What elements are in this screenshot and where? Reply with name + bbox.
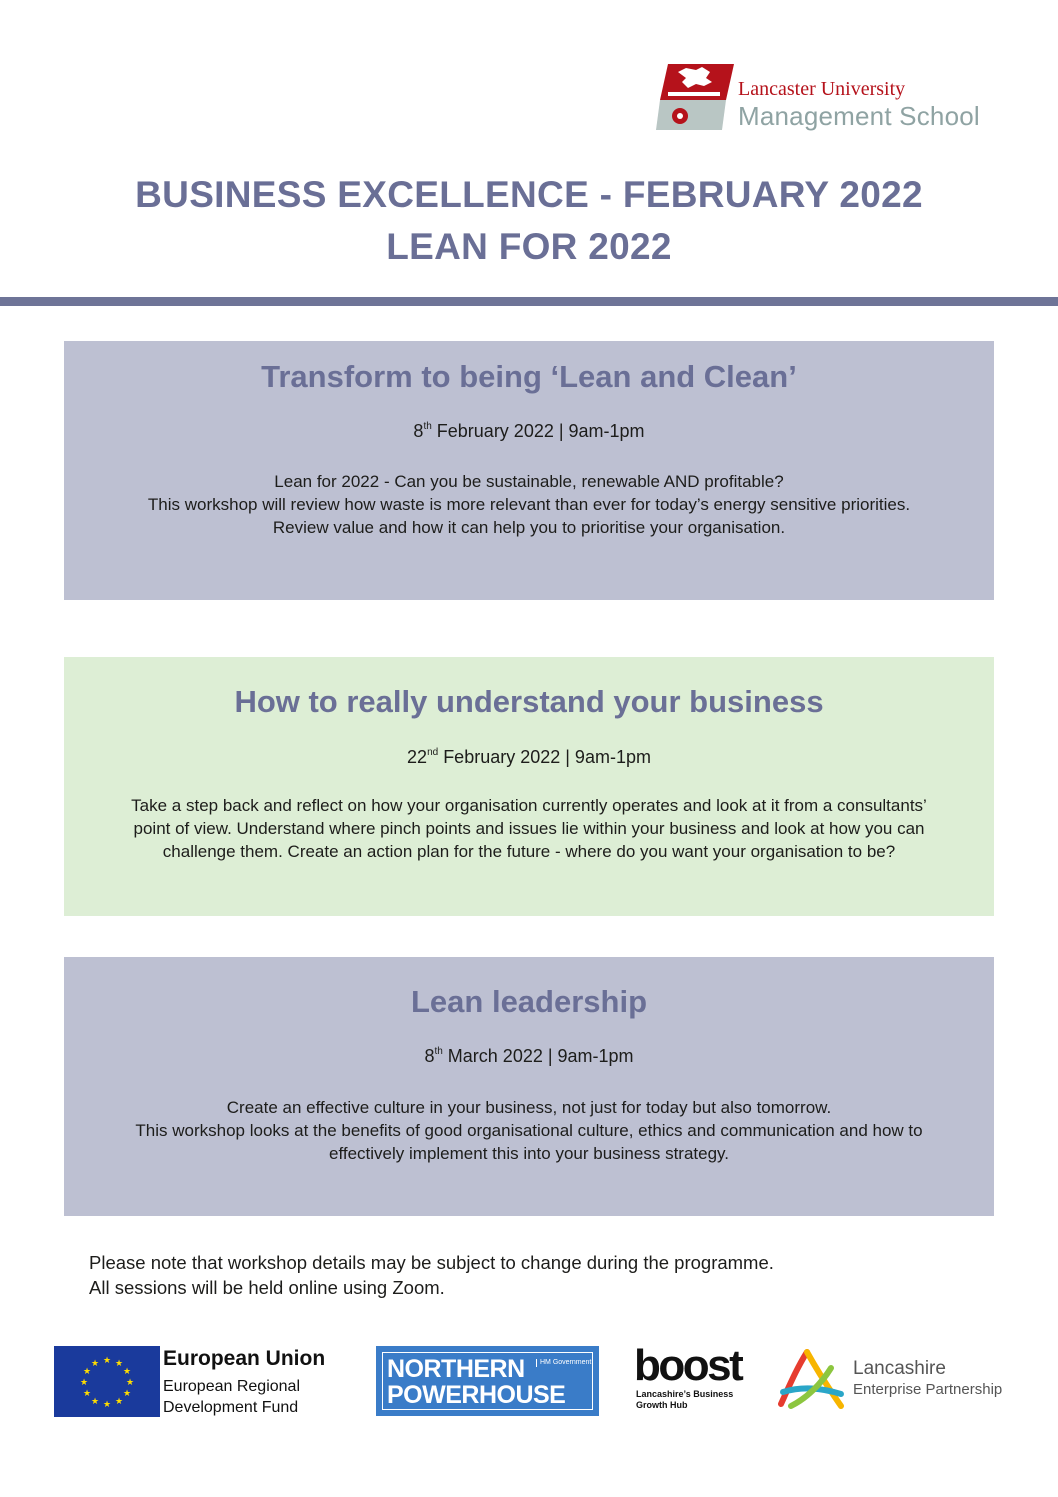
np-line-1: NORTHERN xyxy=(387,1355,525,1383)
svg-text:★: ★ xyxy=(79,1378,89,1388)
description-line: challenge them. Create an action plan for the future - where do you want your organisation to be? xyxy=(162,842,896,861)
workshop-description xyxy=(64,1096,994,1165)
workshop-title: How to really understand your business xyxy=(234,684,824,719)
workshop-card-lean-and-clean xyxy=(64,341,994,600)
description-line: Review value and how it can help you to prioritise your organisation. xyxy=(272,518,786,537)
svg-text:★: ★ xyxy=(114,1359,124,1369)
header-divider xyxy=(0,297,1058,306)
eu-flag-icon xyxy=(54,1346,160,1417)
description-line: Lean for 2022 - Can you be sustainable, renewable AND profitable? xyxy=(274,472,784,491)
svg-text:★: ★ xyxy=(102,1356,112,1366)
workshop-date: 8th February 2022 | 9am-1pm xyxy=(413,421,645,441)
lep-name-line-1: Lancashire xyxy=(853,1358,946,1379)
lancaster-crest-icon xyxy=(656,64,734,132)
svg-text:★: ★ xyxy=(114,1397,124,1407)
svg-text:★: ★ xyxy=(102,1400,112,1410)
lep-logo-icon xyxy=(777,1348,845,1412)
description-line: point of view. Understand where pinch points and issues lie within your business and look at how you can xyxy=(133,819,925,838)
svg-text:★: ★ xyxy=(90,1359,100,1369)
svg-text:★: ★ xyxy=(82,1389,92,1399)
page-title-line-1: BUSINESS EXCELLENCE - FEBRUARY 2022 xyxy=(135,174,923,215)
description-line: Create an effective culture in your business, not just for today but also tomorrow. xyxy=(226,1098,832,1117)
workshop-date: 8th March 2022 | 9am-1pm xyxy=(424,1046,634,1066)
np-line-2: POWERHOUSE xyxy=(387,1381,566,1409)
workshop-description xyxy=(64,794,994,863)
description-line: Take a step back and reflect on how your organisation currently operates and look at it from a consultants’ xyxy=(131,796,927,815)
description-line: This workshop looks at the benefits of good organisational culture, ethics and communication and how to xyxy=(135,1121,923,1140)
svg-text:★: ★ xyxy=(122,1389,132,1399)
page-title-line-2: LEAN FOR 2022 xyxy=(386,226,672,267)
workshop-title: Lean leadership xyxy=(410,984,648,1019)
boost-tagline: Lancashire’s Business Growth Hub xyxy=(636,1389,734,1410)
northern-powerhouse-logo xyxy=(376,1346,599,1416)
description-line: effectively implement this into your business strategy. xyxy=(329,1144,729,1163)
workshop-card-understand-business xyxy=(64,657,994,916)
description-line: This workshop will review how waste is more relevant than ever for today’s energy sensitive priorities. xyxy=(147,495,911,514)
svg-text:★: ★ xyxy=(125,1378,135,1388)
workshop-title: Transform to being ‘Lean and Clean’ xyxy=(261,359,797,394)
logo-school-name: Management School xyxy=(738,101,980,131)
eu-title: European Union xyxy=(163,1347,326,1370)
svg-text:★: ★ xyxy=(122,1367,132,1377)
hm-government-mark: HM Government xyxy=(536,1359,591,1367)
svg-text:★: ★ xyxy=(82,1367,92,1377)
workshop-description xyxy=(64,470,994,539)
note-subject-to-change: Please note that workshop details may be subject to change during the programme. xyxy=(89,1252,774,1273)
workshop-card-lean-leadership xyxy=(64,957,994,1216)
note-online-zoom: All sessions will be held online using Zoom. xyxy=(89,1277,445,1298)
lancaster-management-school-logo xyxy=(656,64,1026,134)
workshop-date: 22nd February 2022 | 9am-1pm xyxy=(407,747,651,767)
boost-logo: boost xyxy=(634,1341,742,1390)
eu-fund-name: European Regional Development Fund xyxy=(163,1378,300,1416)
svg-text:★: ★ xyxy=(90,1397,100,1407)
lep-name-line-2: Enterprise Partnership xyxy=(853,1381,1003,1398)
logo-university-name: Lancaster University xyxy=(738,78,906,100)
